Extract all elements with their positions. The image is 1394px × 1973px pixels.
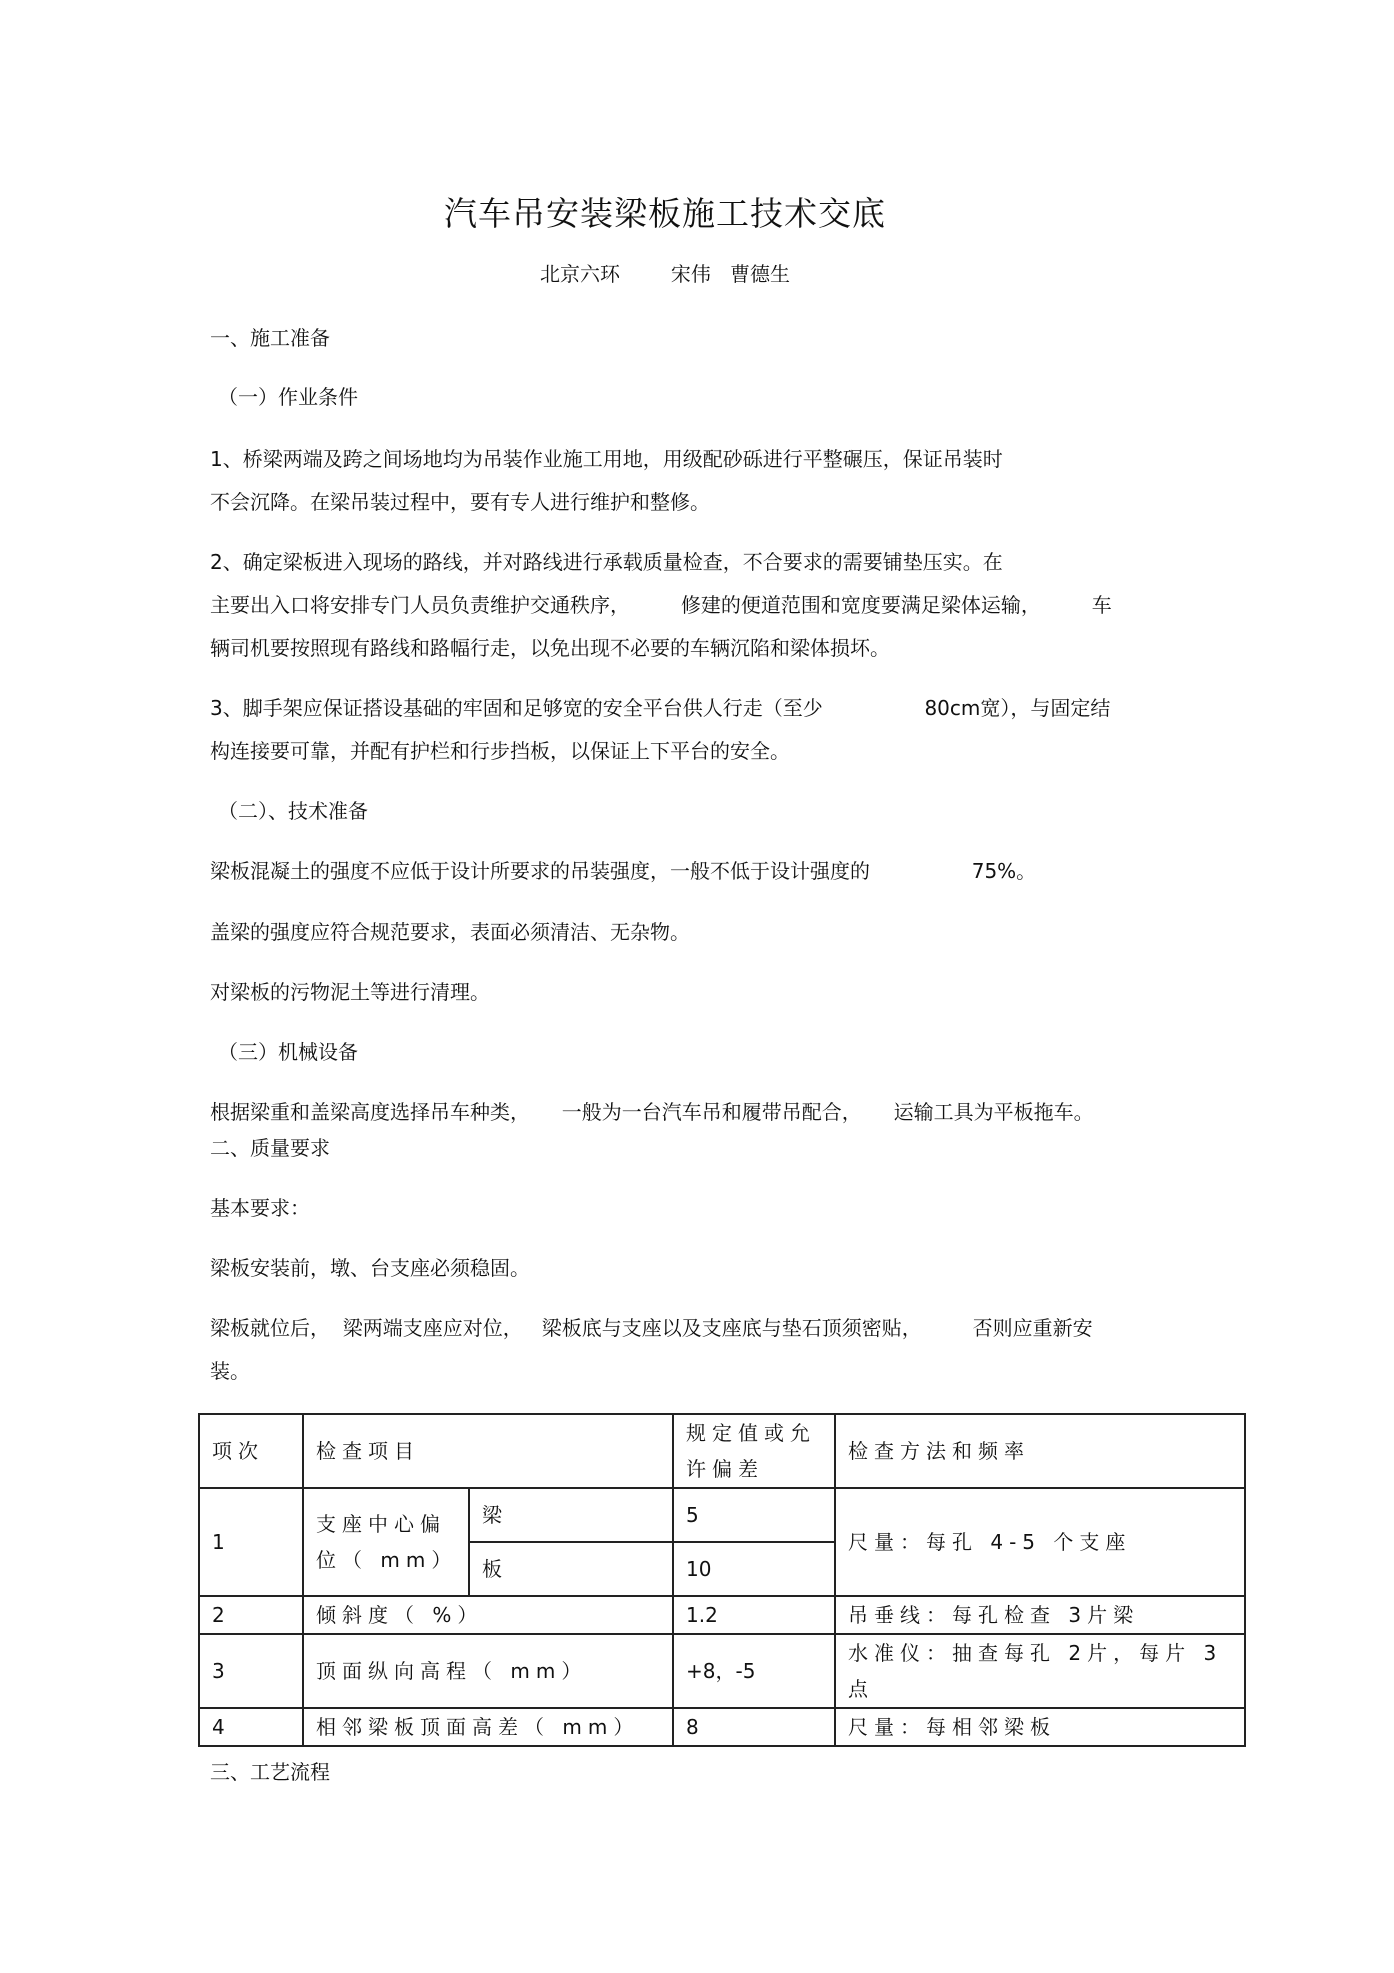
paragraph-line: 基本要求： <box>210 1196 310 1220</box>
paragraph-line: 根据梁重和盖梁高度选择吊车种类， 一般为一台汽车吊和履带吊配合， 运输工具为平板拖车。 <box>210 1100 1094 1124</box>
paragraph-line: 主要出入口将安排专门人员负责维护交通秩序， 修建的便道范围和宽度要满足梁体运输， 车 <box>210 593 1112 617</box>
paragraph-line: 梁板安装前，墩、台支座必须稳固。 <box>210 1256 530 1280</box>
section-heading: 三、工艺流程 <box>210 1760 330 1784</box>
paragraph-line: 构连接要可靠，并配有护栏和行步挡板，以保证上下平台的安全。 <box>210 739 790 763</box>
paragraph-line: 对梁板的污物泥土等进行清理。 <box>210 980 490 1004</box>
table-row <box>199 1596 1245 1634</box>
table-cell: 支座中心偏位（ mm） <box>303 1488 469 1596</box>
paragraph-line: 2、确定梁板进入现场的路线，并对路线进行承载质量检查，不合要求的需要铺垫压实。在 <box>210 550 1003 574</box>
table-cell: +8，-5 <box>673 1634 835 1708</box>
document-title: 汽车吊安装梁板施工技术交底 <box>444 194 886 233</box>
table-cell: 倾斜度（ %） <box>303 1596 673 1634</box>
paragraph-line: 不会沉降。在梁吊装过程中，要有专人进行维护和整修。 <box>210 490 710 514</box>
table-cell: 板 <box>469 1542 673 1596</box>
header-cell: 检查项目 <box>303 1414 673 1488</box>
table-cell: 尺量：每相邻梁板 <box>835 1708 1245 1746</box>
paragraph-line: 3、脚手架应保证搭设基础的牢固和足够宽的安全平台供人行走（至少 80cm宽），与固定结 <box>210 696 1111 720</box>
table-cell: 8 <box>673 1708 835 1746</box>
table-cell: 5 <box>673 1488 835 1542</box>
table-cell: 顶面纵向高程（ mm） <box>303 1634 673 1708</box>
table-header-row <box>199 1414 1245 1488</box>
document-authors: 北京六环 宋伟 曹德生 <box>540 262 790 286</box>
section-heading: 一、施工准备 <box>210 326 330 350</box>
table-cell: 吊垂线：每孔检查 3片梁 <box>835 1596 1245 1634</box>
header-cell: 检查方法和频率 <box>835 1414 1245 1488</box>
subsection-heading: （二）、技术准备 <box>218 799 368 823</box>
table-cell: 4 <box>199 1708 303 1746</box>
paragraph-line: 梁板混凝土的强度不应低于设计所要求的吊装强度，一般不低于设计强度的 75%。 <box>210 859 1037 883</box>
subsection-heading: （一）作业条件 <box>218 385 358 409</box>
table-cell: 1.2 <box>673 1596 835 1634</box>
paragraph-line: 辆司机要按照现有路线和路幅行走，以免出现不必要的车辆沉陷和梁体损坏。 <box>210 636 890 660</box>
table-cell: 水准仪：抽查每孔 2片，每片 3点 <box>835 1634 1245 1708</box>
paragraph-line: 盖梁的强度应符合规范要求，表面必须清洁、无杂物。 <box>210 920 690 944</box>
table-cell: 10 <box>673 1542 835 1596</box>
table-cell: 尺量：每孔 4-5 个支座 <box>835 1488 1245 1596</box>
paragraph-line: 梁板就位后， 梁两端支座应对位， 梁板底与支座以及支座底与垫石顶须密贴， 否则应重新安 <box>210 1316 1093 1340</box>
section-heading: 二、质量要求 <box>210 1136 330 1160</box>
paragraph-line: 1、桥梁两端及跨之间场地均为吊装作业施工用地，用级配砂砾进行平整碾压，保证吊装时 <box>210 447 1003 471</box>
table-row <box>199 1708 1245 1746</box>
header-cell: 规定值或允许偏差 <box>673 1414 835 1488</box>
table-cell: 梁 <box>469 1488 673 1542</box>
quality-table <box>198 1413 1246 1747</box>
table-row <box>199 1634 1245 1708</box>
table-cell: 3 <box>199 1634 303 1708</box>
table-row <box>199 1488 1245 1542</box>
header-cell: 项次 <box>199 1414 303 1488</box>
table-cell: 2 <box>199 1596 303 1634</box>
subsection-heading: （三）机械设备 <box>218 1040 358 1064</box>
paragraph-line: 装。 <box>210 1359 250 1383</box>
table-cell: 1 <box>199 1488 303 1596</box>
table-cell: 相邻梁板顶面高差（ mm） <box>303 1708 673 1746</box>
